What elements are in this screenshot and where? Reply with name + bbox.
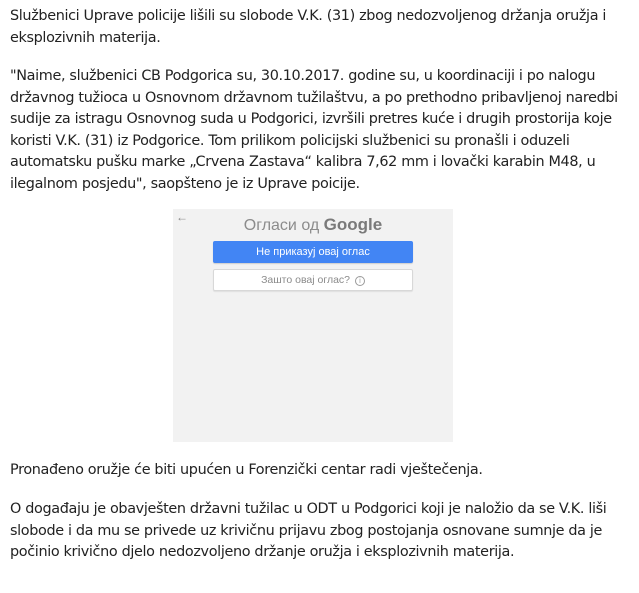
google-logo-text: Google <box>323 215 383 234</box>
hide-ad-button[interactable]: Не приказуј овај оглас <box>213 241 413 263</box>
article-paragraph: Službenici Uprave policije lišili su slobode V.K. (31) zbog nedozvoljenog držanja oružja i eksplozivnih materija. <box>10 8 607 46</box>
article-paragraph: O događaju je obavješten državni tužilac u ODT u Podgorici koji je naložio da se V.K. liši slobode i da mu se privede uz krivičnu prijavu zbog postojanja osnovane sumnje da je počinio krivično djelo nedozvoljeno držanje oružja i eksplozivnih materija. <box>10 501 607 560</box>
back-arrow-icon[interactable]: ← <box>176 210 188 224</box>
article-quote-paragraph: "Naime, službenici CB Podgorica su, 30.10.2017. godine su, u koordinaciji i po nalogu državnog tužioca u Osnovnom državnom tužilaštvu, a po prethodno pribavljenoj naredbi sudije za istragu Osnovnog suda u Podgorici, izvršili pretres kuće i drugih prostorija koje koristi V.K. (31) iz Podgorice. Tom prilikom policijski službenici su pronašli i oduzeli automatsku pušku marke „Crvena Zastava“ kalibra 7,62 mm i lovački karabin M48, u ilegalnom posjedu", saopšteno je iz Uprave poicije. <box>10 68 618 192</box>
why-this-ad-button[interactable] <box>213 269 413 291</box>
ad-header-prefix: Огласи од <box>243 217 320 234</box>
why-this-ad-label: Зашто овај оглас? <box>261 274 350 286</box>
ad-header <box>173 215 453 236</box>
info-icon: i <box>355 276 365 286</box>
article-paragraph: Pronađeno oružje će biti upućen u Forenzički centar radi vještečenja. <box>10 462 483 478</box>
ad-panel <box>173 209 453 442</box>
